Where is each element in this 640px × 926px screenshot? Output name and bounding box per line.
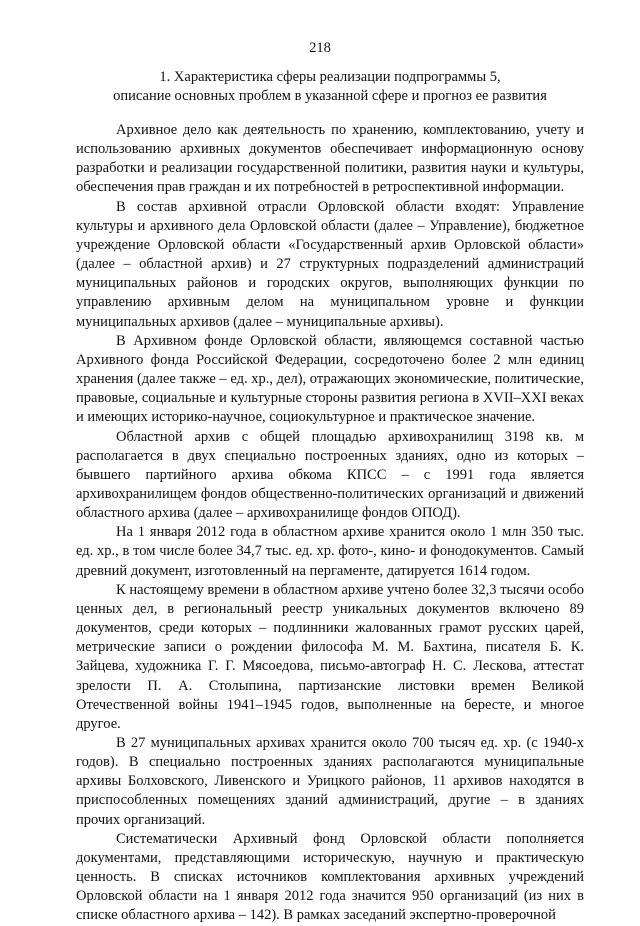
paragraph-8: Систематически Архивный фонд Орловской области пополняется документами, представляющими историческую, научную и практическую ценность. В списках источников комплектования архивных учреждений Орловской области на 1 января 2012 года значится 950 организаций (из них в списке областного архива – 142). В рамках заседаний экспертно-проверочной bbox=[76, 830, 584, 924]
paragraph-1: Архивное дело как деятельность по хранению, комплектованию, учету и использованию архивных документов обеспечивает информационную основу разработки и реализации государственной политики, развития науки и культуры, обеспечения прав граждан и их потребностей в ретроспективной информации. bbox=[76, 122, 584, 196]
paragraph-3: В Архивном фонде Орловской области, являющемся составной частью Архивного фонда Российской Федерации, сосредоточено более 2 млн единиц хранения (далее также – ед. хр., дел), отражающих экономические, политические, правовые, социальные и культурные стороны развития региона в XVII–XXI веках и имеющих историко-научное, социокультурное и практическое значение. bbox=[76, 332, 584, 426]
section-heading-line-1: 1. Характеристика сферы реализации подпрограммы 5, bbox=[159, 69, 501, 85]
section-heading bbox=[90, 68, 570, 106]
page-number: 218 bbox=[309, 40, 331, 56]
paragraph-7: В 27 муниципальных архивах хранится около 700 тысяч ед. хр. (с 1940-х годов). В специально построенных зданиях располагаются муниципальные архивы Болховского, Ливенского и Урицкого районов, 11 архивов находятся в приспособленных помещениях зданий администраций, другие – в зданиях прочих организаций. bbox=[76, 735, 584, 828]
paragraph-6: К настоящему времени в областном архиве учтено более 32,3 тысячи особо ценных дел, в региональный реестр уникальных документов включено 89 документов, среди которых – подлинники жалованных грамот русских царей, метрические записи о рождении философа М. М. Бахтина, писателя Б. К. Зайцева, художника Г. Г. Мясоедова, письмо-автограф Н. С. Лескова, аттестат зрелости П. А. Столыпина, партизанские листовки времен Великой Отечественной войны 1941–1945 годов, выполненные на бересте, и многое другое. bbox=[76, 581, 584, 732]
body-text bbox=[76, 121, 584, 926]
paragraph-4: Областной архив с общей площадью архивохранилищ 3198 кв. м располагается в двух специально построенных зданиях, одно из которых – бывшего партийного архива обкома КПСС – с 1991 года является архивохранилищем фондов общественно-политических организаций и движений областного архива (далее – архивохранилище фондов ОПОД). bbox=[76, 428, 584, 522]
paragraph-2: В состав архивной отрасли Орловской области входят: Управление культуры и архивного дела Орловской области (далее – Управление), бюджетное учреждение Орловской области «Государственный архив Орловской области» (далее – областной архив) и 27 структурных подразделений администраций муниципальных районов и городских округов, выполняющих функции по управлению архивным делом на муниципальном уровне и функции муниципальных архивов (далее – муниципальные архивы). bbox=[76, 198, 584, 330]
section-heading-line-2: описание основных проблем в указанной сфере и прогноз ее развития bbox=[113, 88, 547, 104]
paragraph-5: На 1 января 2012 года в областном архиве хранится около 1 млн 350 тыс. ед. хр., в том числе более 34,7 тыс. ед. хр. фото-, кино- и фонодокументов. Самый древний документ, изготовленный на пергаменте, датируется 1614 годом. bbox=[76, 524, 584, 579]
